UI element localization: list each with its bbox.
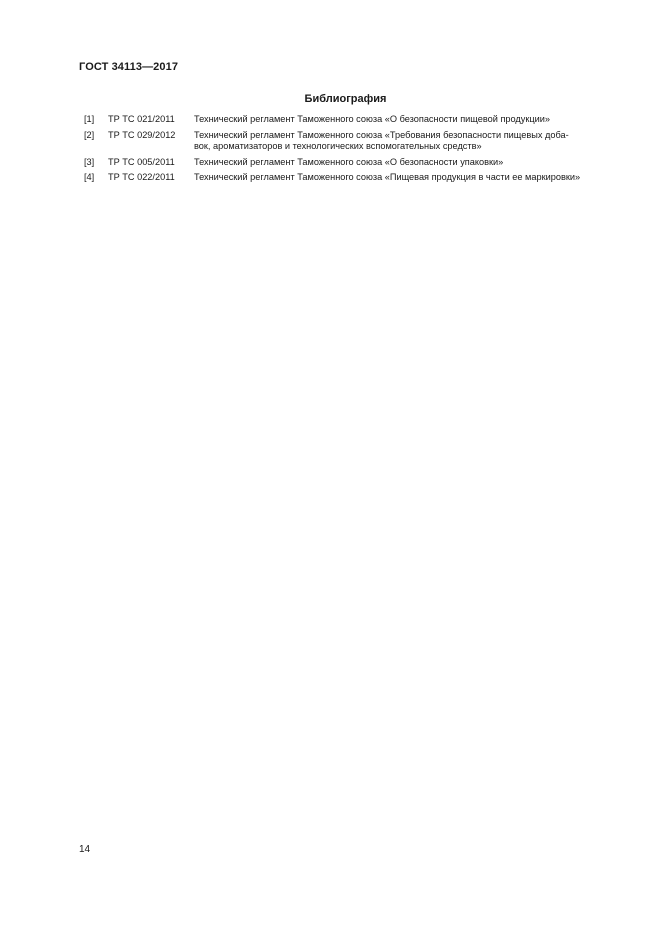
entry-title (194, 114, 624, 126)
bibliography-entry-3 (84, 157, 624, 169)
entry-title-line: Технический регламент Таможенного союза «О безопасности пищевой продукции» (194, 114, 551, 124)
page-number: 14 (79, 844, 91, 855)
entry-number: [2] (84, 129, 95, 140)
entry-code: ТР ТС 005/2011 (108, 156, 175, 167)
bibliography-entry-4 (84, 172, 624, 184)
bibliography-entry-1 (84, 114, 624, 126)
bibliography-list (84, 114, 624, 188)
entry-code: ТР ТС 022/2011 (108, 172, 175, 182)
entry-title-line: вок, ароматизаторов и технологических вспомогательных средств» (194, 141, 482, 151)
entry-code: ТР ТС 029/2012 (108, 129, 176, 140)
bibliography-title: Библиография (304, 93, 387, 105)
entry-title-line: Технический регламент Таможенного союза «О безопасности упаковки» (194, 156, 504, 167)
entry-title (194, 172, 624, 184)
entry-title-line: Технический регламент Таможенного союза «Пищевая продукция в части ее маркировки» (194, 172, 581, 182)
entry-title-line: Технический регламент Таможенного союза «Требования безопасности пищевых доба- (194, 129, 569, 140)
standard-code-header: ГОСТ 34113—2017 (79, 61, 179, 73)
entry-number: [3] (84, 156, 95, 167)
entry-number: [4] (84, 172, 95, 182)
entry-code: ТР ТС 021/2011 (108, 114, 175, 124)
bibliography-entry-2 (84, 130, 624, 153)
entry-number: [1] (84, 114, 95, 124)
entry-title (194, 157, 624, 169)
entry-title (194, 130, 624, 153)
